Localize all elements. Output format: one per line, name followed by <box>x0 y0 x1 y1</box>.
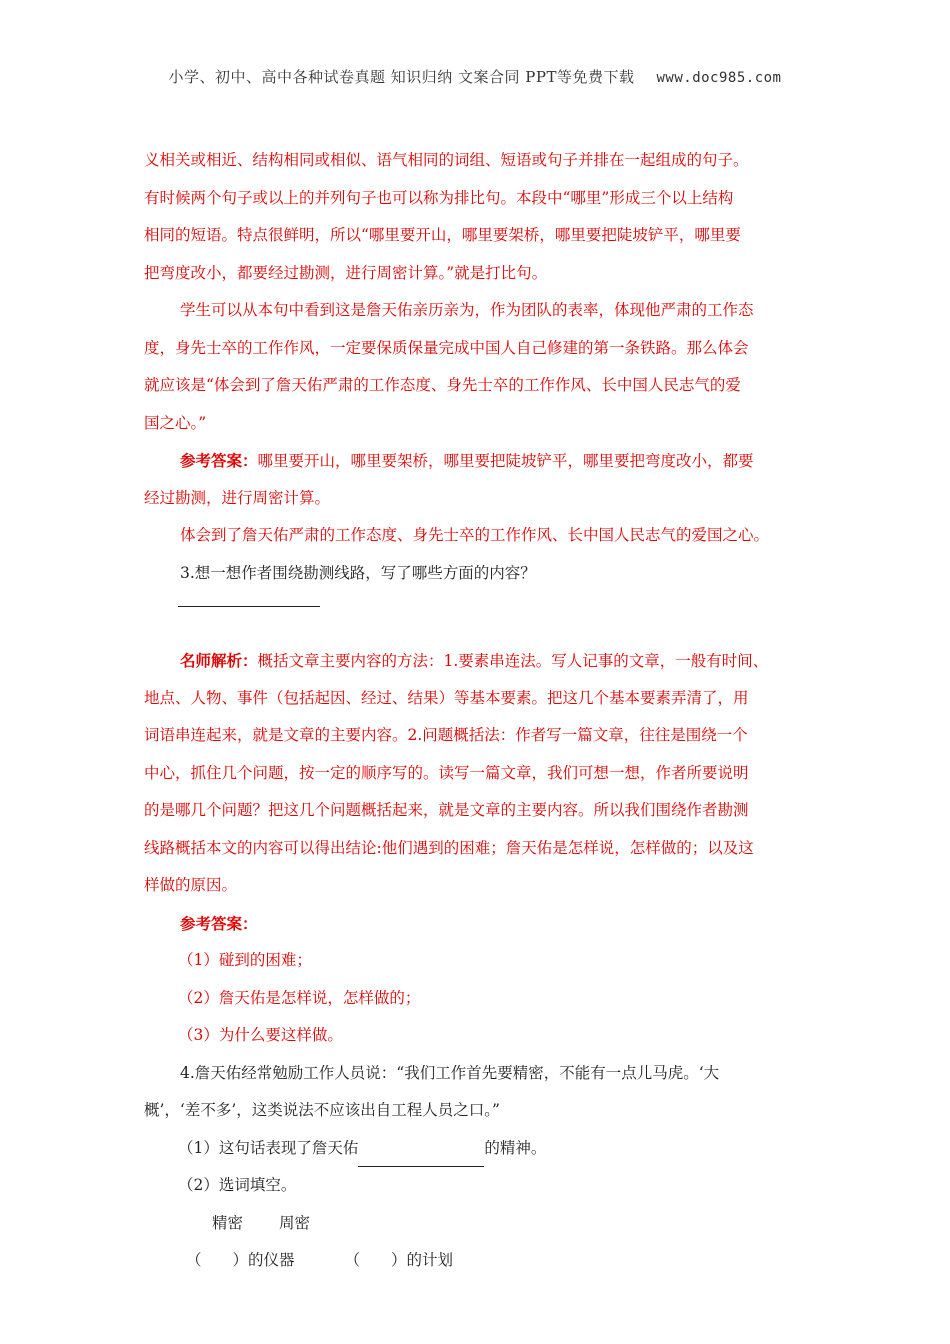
text-line: 相同的短语。特点很鲜明，所以“哪里要开山，哪里要架桥，哪里要把陡坡铲平，哪里要 <box>144 226 741 244</box>
text-line: 把弯度改小，都要经过勘测，进行周密计算。”就是打比句。 <box>144 263 548 282</box>
question-4-cont: 概’，‘差不多’，这类说法不应该出自工程人员之口。” <box>144 1101 500 1119</box>
text-line: 就应该是“体会到了詹天佑严肃的工作态度、身先士卒的工作作风、长中国人民志气的爱 <box>144 376 741 394</box>
word-choices <box>144 1205 814 1243</box>
word-choice-1: 精密 <box>212 1213 244 1232</box>
analysis-text: 概括文章主要内容的方法：1.要素串连法。写人记事的文章，一般有时间、 <box>257 652 769 670</box>
sub-question-1 <box>144 1130 814 1168</box>
text-line: 义相关或相近、结构相同或相似、语气相同的词组、短语或句子并排在一起组成的句子。 <box>144 151 749 169</box>
question-3: 3.想一想作者围绕勘测线路，写了哪些方面的内容？ <box>180 563 536 582</box>
analysis-line: 样做的原因。 <box>144 876 238 894</box>
analysis-line <box>144 642 814 680</box>
analysis-line: 中心，抓住几个问题，按一定的顺序写的。读写一篇文章，我们可想一想，作者所要说明 <box>144 763 749 782</box>
answer-label: 参考答案： <box>180 451 258 470</box>
analysis-line: 地点、人物、事件（包括起因、经过、结果）等基本要素。把这几个基本要素弄清了，用 <box>144 688 749 707</box>
answer-blank-line <box>144 592 814 622</box>
answer-line: 经过勘测，进行周密计算。 <box>144 488 331 507</box>
sub-question-1-text: （1）这句话表现了詹天佑 <box>178 1138 359 1157</box>
answer-item: （2）詹天佑是怎样说，怎样做的； <box>178 988 421 1007</box>
text-line: 度，身先士卒的工作作风，一定要保质保量完成中国人自己修建的第一条铁路。那么体会 <box>144 338 749 357</box>
question-4: 4.詹天佑经常勉励工作人员说：“我们工作首先要精密，不能有一点儿马虎。‘大 <box>180 1063 720 1082</box>
answer-line: 体会到了詹天佑严肃的工作态度、身先士卒的工作作风、长中国人民志气的爱国之心。 <box>180 526 770 544</box>
answer-text: 哪里要开山，哪里要架桥，哪里要把陡坡铲平，哪里要把弯度改小，都要 <box>257 452 754 470</box>
text-line: 学生可以从本句中看到这是詹天佑亲历亲为，作为团队的表率，体现他严肃的工作态 <box>180 301 754 319</box>
analysis-label: 名师解析： <box>180 651 258 670</box>
answer-label: 参考答案： <box>180 913 258 933</box>
fill-items <box>144 1242 814 1280</box>
analysis-line: 词语串连起来，就是文章的主要内容。2.问题概括法：作者写一篇文章，往往是围绕一个 <box>144 726 748 744</box>
fill-item-2[interactable]: （ ）的计划 <box>344 1251 454 1269</box>
answer-item: （1）碰到的困难； <box>178 951 312 969</box>
text-line: 有时候两个句子或以上的并列句子也可以称为排比句。本段中“哪里”形成三个以上结构 <box>144 188 734 207</box>
spacer <box>144 622 814 642</box>
fill-item-1[interactable]: （ ）的仪器 <box>186 1251 295 1269</box>
sub-question-2: （2）选词填空。 <box>178 1176 297 1194</box>
answer-blank[interactable] <box>178 592 320 607</box>
header-url[interactable]: www.doc985.com <box>656 70 782 86</box>
sub-question-1-tail: 的精神。 <box>484 1138 547 1157</box>
answer-line <box>144 442 814 480</box>
document-body <box>144 142 814 1280</box>
fill-blank[interactable] <box>358 1146 484 1167</box>
text-line: 国之心。” <box>144 413 207 432</box>
answer-item: （3）为什么要这样做。 <box>178 1026 343 1044</box>
page-header <box>0 66 950 87</box>
word-choice-2: 周密 <box>279 1213 311 1232</box>
header-title: 小学、初中、高中各种试卷真题 知识归纳 文案合同 PPT等免费下载 <box>168 68 635 86</box>
analysis-line: 的是哪几个问题？把这几个问题概括起来，就是文章的主要内容。所以我们围绕作者勘测 <box>144 801 749 819</box>
analysis-line: 线路概括本文的内容可以得出结论:他们遇到的困难；詹天佑是怎样说，怎样做的；以及这 <box>144 838 754 857</box>
